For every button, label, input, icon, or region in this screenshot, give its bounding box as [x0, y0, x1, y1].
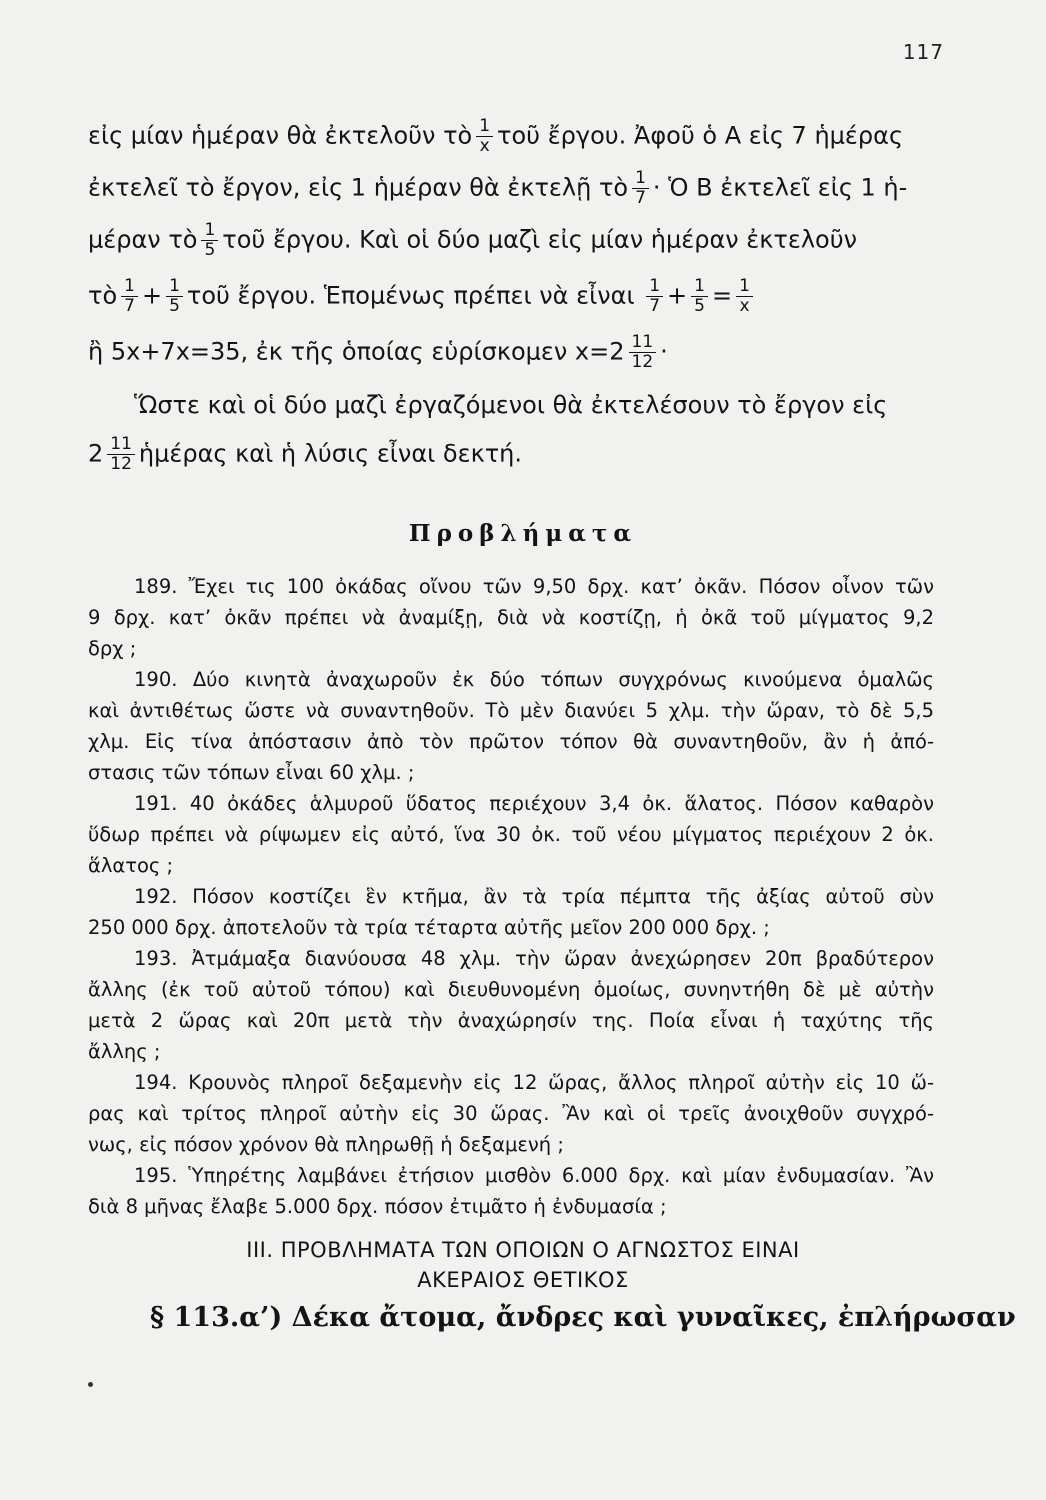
- fraction-denominator: x: [476, 136, 493, 155]
- text-run: εἰς μίαν ἡμέραν θὰ ἐκτελοῦν τὸ: [88, 121, 473, 150]
- plus-sign: +: [667, 281, 688, 310]
- fraction-numerator: 1: [479, 116, 491, 136]
- solution-line-7: [88, 436, 934, 473]
- fraction-denominator: 5: [691, 296, 708, 315]
- fraction: [166, 278, 183, 315]
- fraction: [629, 334, 657, 371]
- text-run: ἐκτελεῖ τὸ ἔργον, εἰς 1 ἡμέραν θὰ ἐκτελῇ τὸ: [88, 173, 629, 202]
- problem-line: μετὰ 2 ὥρας καὶ 20π μετὰ τὴν ἀναχώρησίν της. Ποία εἶναι ἡ ταχύτης τῆς: [88, 1009, 934, 1032]
- fraction-numerator: 1: [739, 276, 750, 296]
- text-run: · Ὁ Β ἐκτελεῖ εἰς 1 ἡ-: [652, 173, 908, 202]
- problem-line: καὶ ἀντιθέτως ὥστε νὰ συναντηθοῦν. Τὸ μὲν διανύει 5 χλμ. τὴν ὥραν, τὸ δὲ 5,5: [88, 699, 934, 722]
- plus-sign: +: [141, 281, 163, 310]
- fraction-numerator: 1: [204, 220, 216, 240]
- problem-line: ὕδωρ πρέπει νὰ ρίψωμεν εἰς αὐτό, ἵνα 30 ὀκ. τοῦ νέου μίγματος περιέχουν 2 ὀκ.: [88, 823, 934, 846]
- problem-line: 190. Δύο κινητὰ ἀναχωροῦν ἐκ δύο τόπων συγχρόνως κινούμενα ὁμαλῶς: [134, 668, 934, 691]
- text-run: Ὥστε καὶ οἱ δύο μαζὶ ἐργαζόμενοι θὰ ἐκτελέσουν τὸ ἔργον εἰς: [134, 391, 888, 419]
- problem-line: 193. Ἀτμάμαξα διανύουσα 48 χλμ. τὴν ὥραν ἀνεχώρησεν 20π βραδύτερον: [134, 947, 934, 970]
- fraction-denominator: 7: [646, 296, 663, 315]
- fraction: [646, 278, 663, 315]
- problem-line: στασις τῶν τόπων εἶναι 60 χλμ. ;: [88, 761, 415, 784]
- fraction-denominator: 12: [107, 454, 135, 473]
- problem-line: ἄλλης (ἐκ τοῦ αὐτοῦ τόπου) καὶ διευθυνομένη ὁμοίως, συνηντήθη δὲ μὲ αὐτὴν: [88, 978, 934, 1001]
- problem-line: 192. Πόσον κοστίζει ἓν κτῆμα, ἂν τὰ τρία πέμπτα τῆς ἀξίας αὐτοῦ σὺν: [134, 885, 934, 908]
- fraction-denominator: 7: [632, 188, 649, 207]
- problem-line: 191. 40 ὀκάδες ἁλμυροῦ ὕδατος περιέχουν 3,4 ὀκ. ἅλατος. Πόσον καθαρὸν: [134, 792, 934, 815]
- problem-line: ἅλατος ;: [88, 854, 174, 877]
- problem-line: 250 000 δρχ. ἀποτελοῦν τὰ τρία τέταρτα αὐτῆς μεῖον 200 000 δρχ. ;: [88, 916, 770, 939]
- fraction-denominator: 7: [121, 296, 138, 315]
- text-run: ἡμέρας καὶ ἡ λύσις εἶναι δεκτή.: [138, 439, 522, 468]
- paragraph-text: α’) Δέκα ἄτομα, ἄνδρες καὶ γυναῖκες, ἐπλήρωσαν: [239, 1302, 1016, 1333]
- problem-line: διὰ 8 μῆνας ἔλαβε 5.000 δρχ. πόσον ἐτιμᾶτο ἡ ἐνδυμασία ;: [88, 1195, 667, 1218]
- fraction-numerator: 1: [635, 168, 646, 188]
- fraction-denominator: 5: [201, 240, 218, 259]
- fraction: [736, 278, 753, 315]
- problem-line: 9 δρχ. κατ’ ὀκᾶν πρέπει νὰ ἀναμίξῃ, διὰ νὰ κοστίζῃ, ἡ ὀκᾶ τοῦ μίγματος 9,2: [88, 606, 934, 629]
- text-run: τοῦ ἔργου. Ἀφοῦ ὁ Α εἰς 7 ἡμέρας: [497, 121, 904, 150]
- fraction-numerator: 1: [694, 276, 705, 296]
- problems-heading: Προβλήματα: [408, 520, 638, 547]
- text-run: μέραν τὸ: [88, 225, 198, 254]
- solution-line-6: [88, 390, 934, 420]
- solution-line-2: [88, 170, 934, 207]
- problem-line: ρας καὶ τρίτος πληροῖ αὐτὴν εἰς 30 ὥρας. Ἂν καὶ οἱ τρεῖς ἀνοιχθοῦν συγχρό-: [88, 1102, 934, 1125]
- fraction: [632, 170, 649, 207]
- page-number: 117: [902, 40, 944, 64]
- fraction: [107, 436, 135, 473]
- problem-line: 189. Ἔχει τις 100 ὀκάδας οἴνου τῶν 9,50 δρχ. κατ’ ὀκᾶν. Πόσον οἶνον τῶν: [134, 575, 934, 598]
- solution-line-1: [88, 118, 934, 155]
- fraction-numerator: 1: [124, 276, 135, 296]
- text-run: ἢ 5x+7x=35, ἐκ τῆς ὁποίας εὑρίσκομεν x=2: [88, 337, 625, 366]
- problem-line: χλμ. Εἰς τίνα ἀπόστασιν ἀπὸ τὸν πρῶτον τόπον θὰ συναντηθοῦν, ἂν ἡ ἀπό-: [88, 730, 934, 753]
- text-run: 2: [88, 439, 104, 468]
- problem-line: 195. Ὑπηρέτης λαμβάνει ἐτήσιον μισθὸν 6.000 δρχ. καὶ μίαν ἐνδυμασίαν. Ἂν: [134, 1164, 934, 1187]
- print-speck: [88, 1382, 93, 1387]
- solution-line-5: [88, 334, 934, 371]
- text-run: τοῦ ἔργου. Καὶ οἱ δύο μαζὶ εἰς μίαν ἡμέραν ἐκτελοῦν: [222, 225, 858, 254]
- fraction-numerator: 11: [631, 332, 654, 352]
- fraction-denominator: 12: [629, 352, 657, 371]
- text-run: τοῦ ἔργου. Ἑπομένως πρέπει νὰ εἶναι: [186, 281, 635, 310]
- fraction: [691, 278, 708, 315]
- paragraph-heading: [150, 1302, 1016, 1333]
- text-run: τὸ: [88, 281, 118, 310]
- fraction: [476, 118, 493, 155]
- equals-sign: =: [711, 281, 733, 310]
- problem-line: νως, εἰς πόσον χρόνον θὰ πληρωθῇ ἡ δεξαμενή ;: [88, 1133, 564, 1156]
- fraction-numerator: 1: [169, 276, 180, 296]
- problem-line: ἄλλης ;: [88, 1040, 161, 1063]
- fraction-numerator: 11: [110, 434, 132, 454]
- text-run: ·: [660, 337, 668, 366]
- problem-line: δρχ ;: [88, 637, 137, 660]
- problem-line: 194. Κρουνὸς πληροῖ δεξαμενὴν εἰς 12 ὥρας, ἄλλος πληροῖ αὐτὴν εἰς 10 ὥ-: [134, 1071, 934, 1094]
- fraction-denominator: 5: [166, 296, 183, 315]
- solution-line-3: [88, 222, 934, 259]
- fraction: [201, 222, 218, 259]
- solution-line-4: [88, 278, 934, 315]
- fraction: [121, 278, 138, 315]
- section-title-line-1: III. ΠΡΟΒΛΗΜΑΤΑ ΤΩΝ ΟΠΟΙΩΝ Ο ΑΓΝΩΣΤΟΣ ΕΙΝΑΙ: [246, 1238, 800, 1262]
- paragraph-symbol: § 113.: [150, 1302, 240, 1333]
- section-title-line-2: ΑΚΕΡΑΙΟΣ ΘΕΤΙΚΟΣ: [417, 1268, 629, 1292]
- fraction-numerator: 1: [649, 276, 661, 296]
- fraction-denominator: x: [736, 296, 753, 315]
